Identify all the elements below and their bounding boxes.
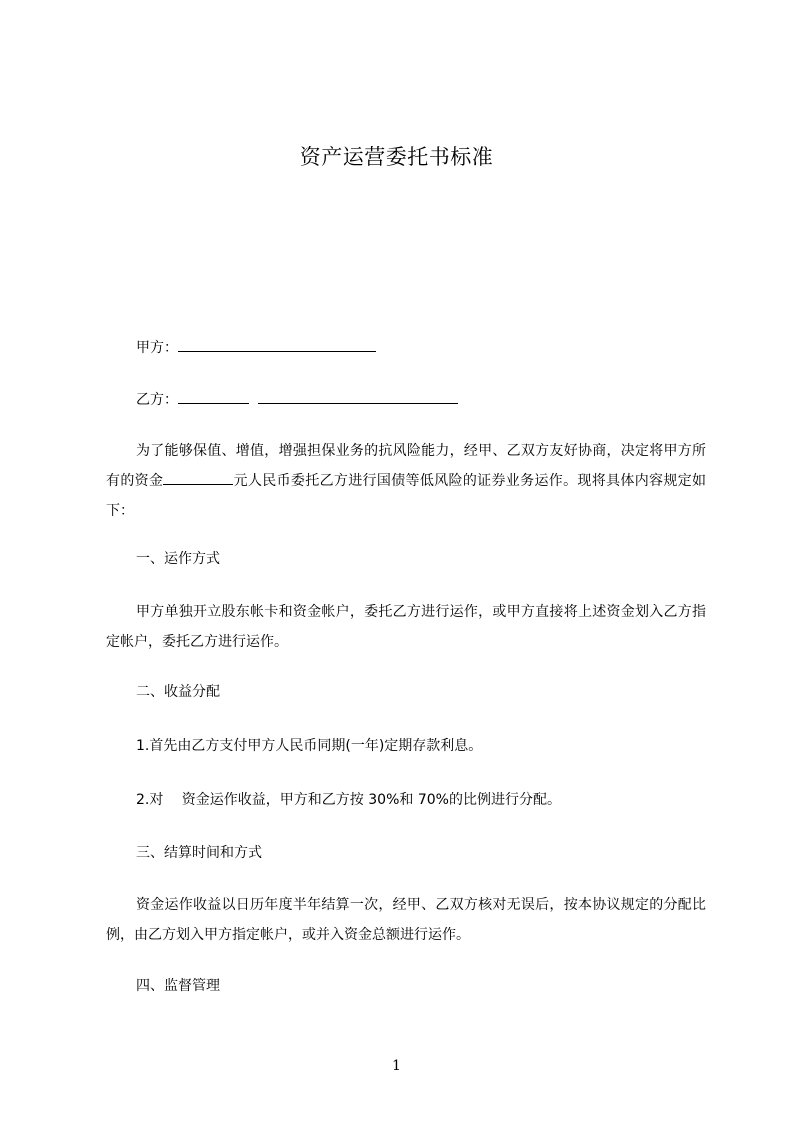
- party-b-label: 乙方：: [136, 392, 178, 408]
- list-item: 1.首先由乙方支付甲方人民币同期(一年)定期存款利息。: [136, 738, 483, 754]
- party-a-line: [136, 337, 376, 358]
- party-b-line: [136, 389, 458, 410]
- section-paragraph: 甲方单独开立股东帐卡和资金帐户，委托乙方进行运作，或甲方直接将上述资金划入乙方指定帐户，委托乙方进行运作。: [106, 604, 706, 650]
- page-number: 1: [392, 1058, 401, 1074]
- party-a-label: 甲方：: [136, 340, 178, 356]
- section-paragraph: 资金运作收益以日历年度半年结算一次，经甲、乙双方核对无误后，按本协议规定的分配比例，由乙方划入甲方指定帐户，或并入资金总额进行运作。: [106, 897, 706, 943]
- party-a-blank[interactable]: [178, 337, 376, 352]
- section-heading: 一、运作方式: [136, 551, 220, 567]
- section-heading: 二、收益分配: [136, 684, 220, 700]
- intro-text-part2: 元人民币委托乙方进行国债等低风险的证券业务运作。现将具体内容规定如下：: [106, 473, 707, 519]
- amount-blank[interactable]: [163, 470, 233, 485]
- list-item: 2.对 资金运作收益，甲方和乙方按 30%和 70%的比例进行分配。: [136, 792, 561, 808]
- section-heading: 三、结算时间和方式: [136, 845, 262, 861]
- party-b-blank-short[interactable]: [178, 389, 249, 404]
- document-title: 资产运营委托书标准: [299, 145, 494, 169]
- party-b-blank-long[interactable]: [258, 389, 458, 404]
- intro-paragraph: [106, 436, 706, 526]
- intro-text-part1: 为了能够保值、增值，增强担保业务的抗风险能力，经甲、乙双方友好协商，决定将甲方所有的资金: [106, 443, 706, 489]
- section-heading: 四、监督管理: [136, 978, 220, 994]
